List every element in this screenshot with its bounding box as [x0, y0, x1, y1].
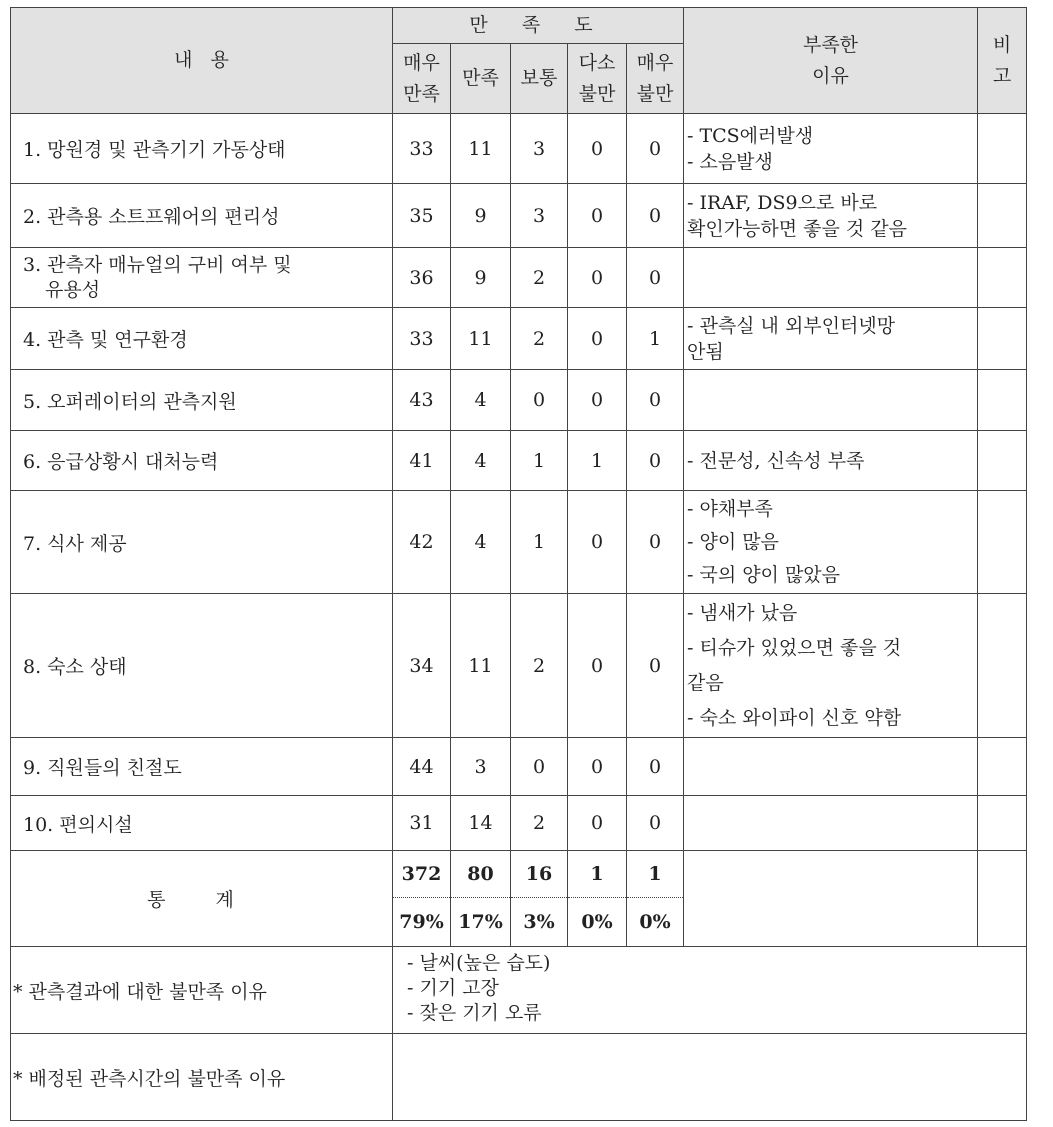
row-reason: - 야채부족 - 양이 많음 - 국의 양이 많았음	[684, 491, 978, 594]
row-remarks	[978, 491, 1027, 594]
value-very-dissatisfied: 0	[627, 431, 684, 491]
value-satisfied: 3	[451, 738, 511, 796]
value-satisfied: 11	[451, 308, 511, 370]
value-very-dissatisfied: 0	[627, 796, 684, 851]
value-very-satisfied: 43	[393, 370, 451, 431]
somewhat-dissatisfied-header: 다소 불만	[568, 44, 627, 114]
normal-header: 보통	[511, 44, 568, 114]
table-row	[11, 370, 1027, 431]
row-item: 9. 직원들의 친절도	[11, 738, 393, 796]
value-normal: 1	[511, 491, 568, 594]
value-somewhat-dissatisfied: 0	[568, 184, 627, 248]
row-reason: - 전문성, 신속성 부족	[684, 431, 978, 491]
row-item: 1. 망원경 및 관측기기 가동상태	[11, 114, 393, 184]
row-item: 2. 관측용 소트프웨어의 편리성	[11, 184, 393, 248]
row-remarks	[978, 248, 1027, 308]
note-text: - 날씨(높은 습도) - 기기 고장 - 잦은 기기 오류	[393, 947, 1027, 1034]
table-row	[11, 431, 1027, 491]
row-item: 3. 관측자 매뉴얼의 구비 여부 및 유용성	[11, 248, 393, 308]
value-somewhat-dissatisfied: 0	[568, 491, 627, 594]
totals-remarks	[978, 851, 1027, 947]
value-very-dissatisfied: 0	[627, 491, 684, 594]
note-text	[393, 1034, 1027, 1121]
value-normal: 2	[511, 594, 568, 738]
header-row-1	[11, 8, 1027, 44]
value-normal: 2	[511, 796, 568, 851]
row-remarks	[978, 738, 1027, 796]
value-satisfied: 14	[451, 796, 511, 851]
survey-table-container	[10, 7, 1027, 1121]
value-very-satisfied: 31	[393, 796, 451, 851]
value-very-satisfied: 42	[393, 491, 451, 594]
value-very-satisfied: 35	[393, 184, 451, 248]
totals-count-row	[11, 851, 1027, 898]
row-item: 6. 응급상황시 대처능력	[11, 431, 393, 491]
value-somewhat-dissatisfied: 0	[568, 308, 627, 370]
value-somewhat-dissatisfied: 0	[568, 370, 627, 431]
satisfaction-header: 만 족 도	[393, 8, 684, 44]
row-reason	[684, 738, 978, 796]
total-percent: 0%	[568, 898, 627, 947]
value-normal: 0	[511, 738, 568, 796]
satisfaction-survey-table	[10, 7, 1027, 1121]
total-percent: 3%	[511, 898, 568, 947]
value-very-dissatisfied: 0	[627, 370, 684, 431]
row-item: 10. 편의시설	[11, 796, 393, 851]
row-remarks	[978, 431, 1027, 491]
row-reason: - TCS에러발생 - 소음발생	[684, 114, 978, 184]
table-row	[11, 796, 1027, 851]
table-row	[11, 114, 1027, 184]
value-satisfied: 11	[451, 594, 511, 738]
total-percent: 79%	[393, 898, 451, 947]
note-row	[11, 1034, 1027, 1121]
value-normal: 1	[511, 431, 568, 491]
row-remarks	[978, 308, 1027, 370]
note-label: * 배정된 관측시간의 불만족 이유	[11, 1034, 393, 1121]
value-very-dissatisfied: 0	[627, 594, 684, 738]
value-very-dissatisfied: 0	[627, 184, 684, 248]
value-somewhat-dissatisfied: 0	[568, 594, 627, 738]
row-reason	[684, 248, 978, 308]
value-normal: 3	[511, 184, 568, 248]
value-very-satisfied: 36	[393, 248, 451, 308]
value-very-dissatisfied: 0	[627, 738, 684, 796]
value-satisfied: 4	[451, 370, 511, 431]
value-very-satisfied: 44	[393, 738, 451, 796]
row-item: 8. 숙소 상태	[11, 594, 393, 738]
value-very-satisfied: 33	[393, 114, 451, 184]
row-item: 7. 식사 제공	[11, 491, 393, 594]
row-remarks	[978, 184, 1027, 248]
value-normal: 0	[511, 370, 568, 431]
value-somewhat-dissatisfied: 0	[568, 796, 627, 851]
total-count: 372	[393, 851, 451, 898]
row-item: 5. 오퍼레이터의 관측지원	[11, 370, 393, 431]
value-satisfied: 9	[451, 184, 511, 248]
satisfied-header: 만족	[451, 44, 511, 114]
totals-label: 통 계	[11, 851, 393, 947]
row-reason: - IRAF, DS9으로 바로 확인가능하면 좋을 것 같음	[684, 184, 978, 248]
content-header: 내 용	[11, 8, 393, 114]
remarks-header: 비 고	[978, 8, 1027, 114]
total-percent: 0%	[627, 898, 684, 947]
value-very-satisfied: 41	[393, 431, 451, 491]
table-row	[11, 308, 1027, 370]
totals-reason	[684, 851, 978, 947]
row-remarks	[978, 114, 1027, 184]
table-row	[11, 491, 1027, 594]
very-dissatisfied-header: 매우 불만	[627, 44, 684, 114]
value-normal: 2	[511, 248, 568, 308]
total-count: 16	[511, 851, 568, 898]
value-somewhat-dissatisfied: 0	[568, 114, 627, 184]
value-normal: 3	[511, 114, 568, 184]
value-very-satisfied: 34	[393, 594, 451, 738]
total-percent: 17%	[451, 898, 511, 947]
total-count: 1	[568, 851, 627, 898]
value-satisfied: 4	[451, 431, 511, 491]
value-very-dissatisfied: 0	[627, 248, 684, 308]
reason-header: 부족한 이유	[684, 8, 978, 114]
row-remarks	[978, 370, 1027, 431]
row-reason: - 냄새가 났음 - 티슈가 있었으면 좋을 것 같음 - 숙소 와이파이 신호 약함	[684, 594, 978, 738]
value-somewhat-dissatisfied: 1	[568, 431, 627, 491]
total-count: 80	[451, 851, 511, 898]
row-reason: - 관측실 내 외부인터넷망 안됨	[684, 308, 978, 370]
value-somewhat-dissatisfied: 0	[568, 248, 627, 308]
value-somewhat-dissatisfied: 0	[568, 738, 627, 796]
note-label: * 관측결과에 대한 불만족 이유	[11, 947, 393, 1034]
table-row	[11, 184, 1027, 248]
very-satisfied-header: 매우 만족	[393, 44, 451, 114]
table-row	[11, 248, 1027, 308]
value-satisfied: 11	[451, 114, 511, 184]
value-normal: 2	[511, 308, 568, 370]
row-remarks	[978, 594, 1027, 738]
value-very-satisfied: 33	[393, 308, 451, 370]
value-very-dissatisfied: 0	[627, 114, 684, 184]
table-row	[11, 594, 1027, 738]
row-reason	[684, 370, 978, 431]
value-very-dissatisfied: 1	[627, 308, 684, 370]
row-item: 4. 관측 및 연구환경	[11, 308, 393, 370]
row-remarks	[978, 796, 1027, 851]
value-satisfied: 4	[451, 491, 511, 594]
table-row	[11, 738, 1027, 796]
note-row	[11, 947, 1027, 1034]
total-count: 1	[627, 851, 684, 898]
value-satisfied: 9	[451, 248, 511, 308]
row-reason	[684, 796, 978, 851]
